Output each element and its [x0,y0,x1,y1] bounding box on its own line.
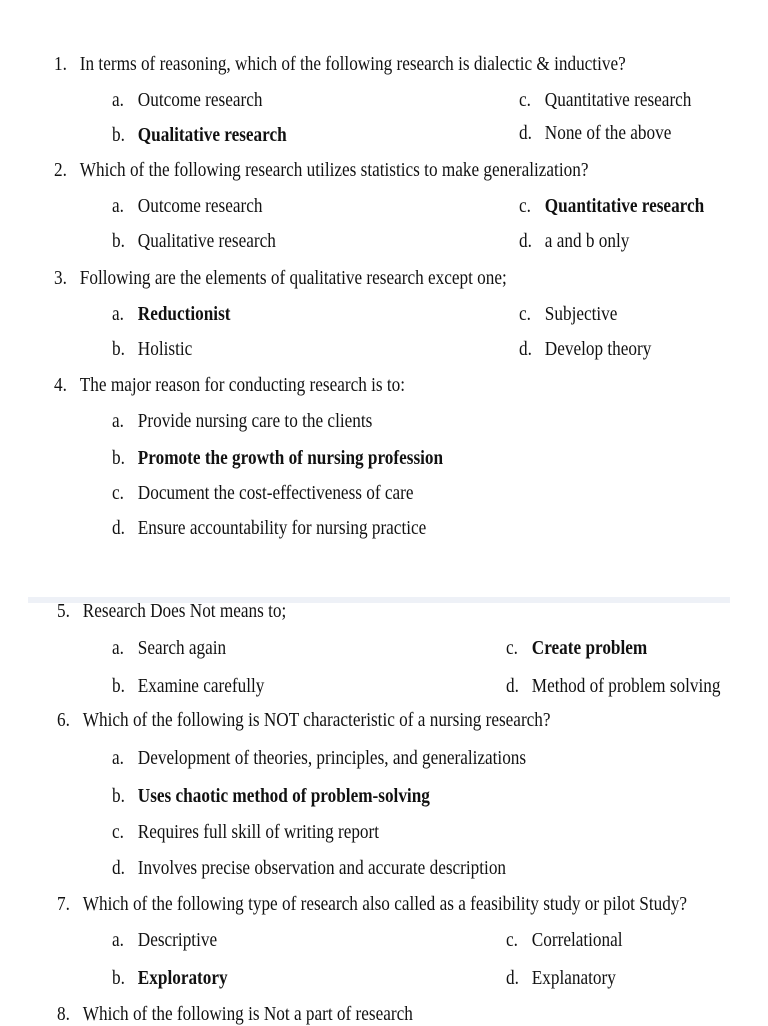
option-2b: b. Qualitative research [112,230,276,252]
question-number: 5. [57,600,70,622]
option-3a-answer: a. Reductionist [112,303,231,325]
question-6 [57,708,551,732]
question-text: Research Does Not means to; [82,600,287,622]
question-number: 3. [54,267,67,289]
option-6d: d. Involves precise observation and accurate description [112,857,507,879]
option-1c: c. Quantitative research [519,89,692,111]
question-number: 2. [54,159,67,181]
option-5c-answer: c. Create problem [506,637,648,659]
option-1a: a. Outcome research [112,89,263,111]
question-text: In terms of reasoning, which of the following research is dialectic & inductive? [79,53,626,75]
question-8 [57,1002,413,1026]
option-1d: d. None of the above [519,122,672,144]
option-3c: c. Subjective [519,303,618,325]
option-7d: d. Explanatory [506,967,616,989]
option-3b: b. Holistic [112,338,193,360]
option-5b: b. Examine carefully [112,675,265,697]
option-4d: d. Ensure accountability for nursing practice [112,517,427,539]
option-4c: c. Document the cost-effectiveness of care [112,482,414,504]
question-7 [57,892,687,916]
option-7b-answer: b. Exploratory [112,967,228,989]
option-5d: d. Method of problem solving [506,675,721,697]
option-3d: d. Develop theory [519,338,652,360]
option-6a: a. Development of theories, principles, and generalizations [112,747,527,769]
option-5a: a. Search again [112,637,227,659]
question-5 [57,599,286,623]
question-1 [54,52,626,76]
question-number: 7. [57,893,70,915]
option-1b-answer: b. Qualitative research [112,124,287,146]
question-number: 8. [57,1003,70,1025]
question-number: 6. [57,709,70,731]
question-3 [54,266,507,290]
option-4a: a. Provide nursing care to the clients [112,410,373,432]
option-6b-answer: b. Uses chaotic method of problem-solving [112,785,430,807]
option-6c: c. Requires full skill of writing report [112,821,380,843]
question-text: Which of the following is Not a part of research [82,1003,413,1025]
question-4 [54,373,405,397]
option-7c: c. Correlational [506,929,623,951]
question-text: Which of the following type of research also called as a feasibility study or pilot Study? [82,893,688,915]
option-2a: a. Outcome research [112,195,263,217]
option-7a: a. Descriptive [112,929,218,951]
question-text: Which of the following is NOT characteristic of a nursing research? [82,709,551,731]
option-4b-answer: b. Promote the growth of nursing profession [112,447,444,469]
question-number: 4. [54,374,67,396]
question-text: Which of the following research utilizes statistics to make generalization? [79,159,589,181]
option-2d: d. a and b only [519,230,630,252]
option-2c-answer: c. Quantitative research [519,195,705,217]
question-2 [54,158,588,182]
question-number: 1. [54,53,67,75]
question-text: Following are the elements of qualitative research except one; [79,267,507,289]
question-text: The major reason for conducting research is to: [79,374,406,396]
